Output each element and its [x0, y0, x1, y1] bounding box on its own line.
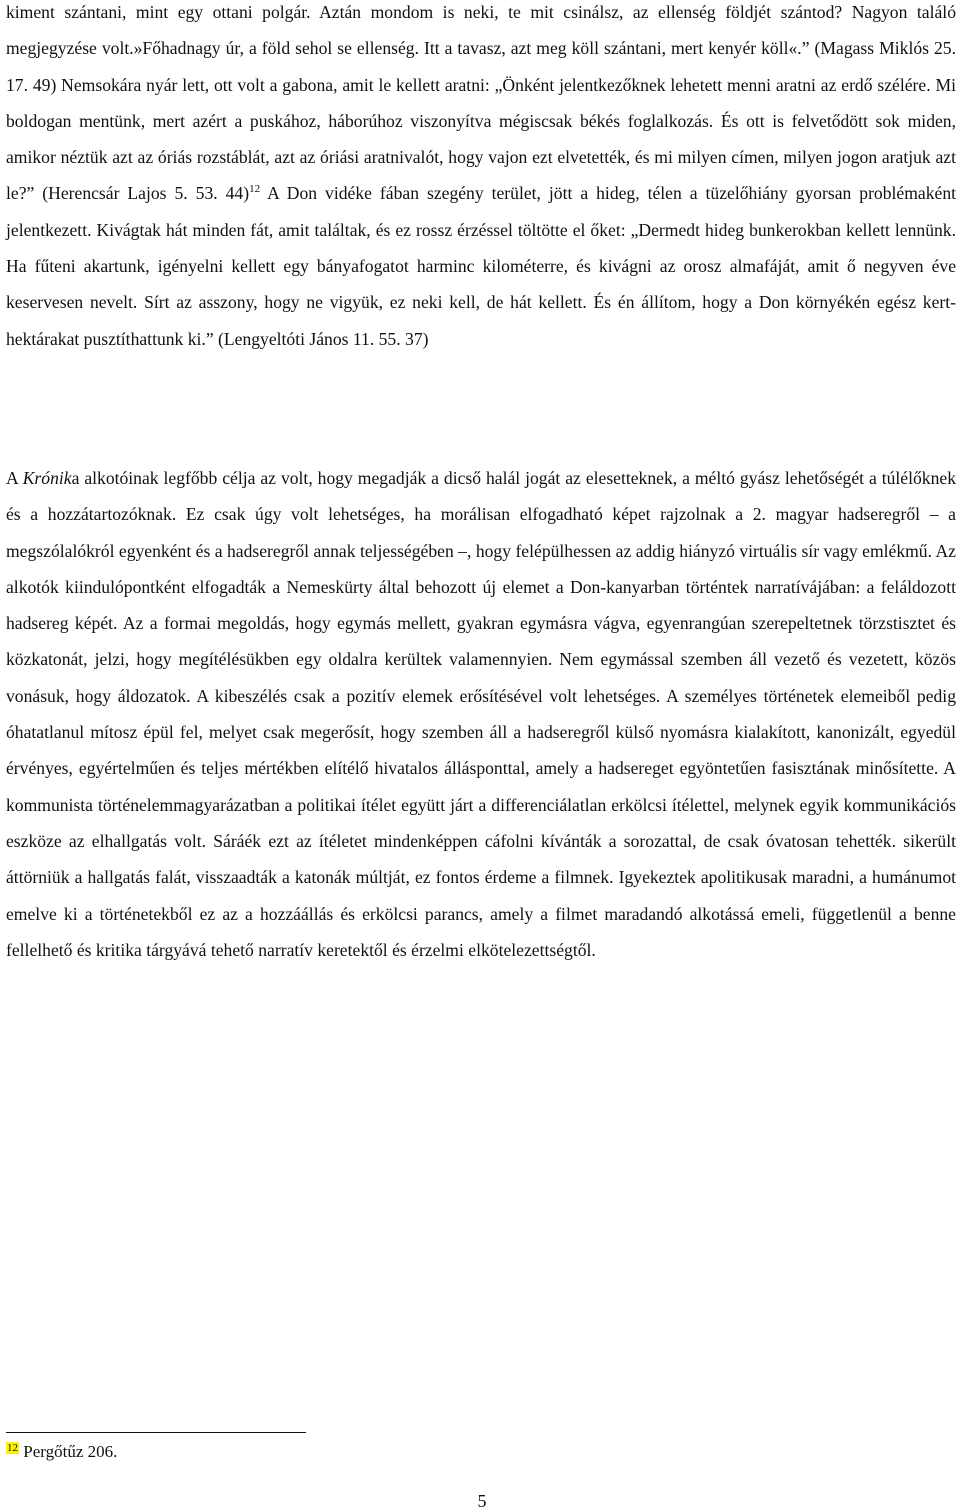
paragraph-1-text-b: A Don vidéke fában szegény terület, jött a hideg, télen a tüzelőhiány gyorsan problémaként jelentkezett. Kivágtak hát minden fát, amit találtak, és ez rossz érzéssel töltötte el őket: „Dermedt hideg bunkerokban kellett lennünk. Ha fűteni akartunk, igényelni kellett egy bányafogatot harminc kilométerre, és kivágni az orosz almafáját, amit ő negyven éve keservesen nevelt. Sírt az asszony, hogy ne vigyük, ez neki kell, de hát kellett. És én állítom, hogy a Don környékén egész kert-hektárakat pusztíthattunk ki.” (Lengyeltóti János 11. 55. 37) — [6, 183, 956, 349]
paragraph-2-lead: A — [6, 468, 23, 488]
footnote-reference-12[interactable]: 12 — [249, 183, 261, 196]
footnote-number[interactable]: 12 — [7, 1442, 18, 1454]
page-number: 5 — [477, 1491, 487, 1511]
body-paragraph-1 — [6, 0, 956, 357]
footnote-12 — [6, 1441, 117, 1463]
body-paragraph-2 — [6, 460, 956, 968]
footnote-text: Pergőtűz 206. — [19, 1442, 118, 1461]
kronika-title: Krónik — [22, 468, 72, 488]
paragraph-2-text: a alkotóinak legfőbb célja az volt, hogy megadják a dicső halál jogát az elesetteknek, a méltó gyász lehetőségét a túlélőknek és a hozzátartozóknak. Ez csak úgy volt lehetséges, ha morálisan elfogadható képet rajzolnak a 2. magyar hadseregről – a megszólalókról egyenként és a hadseregről annak teljességében –, hogy felépülhessen az addig hiányzó virtuális sír vagy emlékmű. Az alkotók kiindulópontként elfogadták a Nemeskürty által behozott új elemet a Don-kanyarban történtek narratívájában: a feláldozott hadsereg képét. Az a formai megoldás, hogy egymás mellett, gyakran egymásra vágva, egyenrangúan szerepeltetnek törzstisztet és közkatonát, jelzi, hogy megítélésükben egy oldalra kerültek valamennyien. Nem egymással szemben áll vezető és vezetett, közös vonásuk, hogy áldozatok. A kibeszélés csak a pozitív elemek erősítésével volt lehetséges. A személyes történetek elemeiből pedig óhatatlanul mítosz épül fel, melyet csak megerősít, hogy szemben áll a hadseregről külső nyomásra kialakított, kanonizált, egyedül érvényes, egyértelműen és teljes mértékben elítélő hivatalos állásponttal, amely a hadsereget egyöntetűen fasisztának minősítette. A kommunista történelemmagyarázatban a politikai ítélet együtt járt a differenciálatlan erkölcsi ítélettel, melynek egyik kommunikációs eszköze az elhallgatás volt. Sáráék ezt az ítéletet mindenképpen cáfolni kívánták a sorozattal, de csak óvatosan tehették. sikerült áttörniük a hallgatás falát, visszaadták a katonák múltját, ez fontos érdeme a filmnek. Igyekeztek apolitikusak maradni, a humánumot emelve ki a történetekből ez az a hozzáállás és erkölcsi parancs, amely a filmet maradandó alkotássá emeli, függetlenül a benne fellelhető és kritika tárgyává tehető narratív keretektől és érzelmi elkötelezettségtől. — [6, 468, 956, 960]
footnote-separator — [6, 1432, 306, 1433]
paragraph-1-text-a: kiment szántani, mint egy ottani polgár. Aztán mondom is neki, te mit csinálsz, az ellenség földjét szántod? Nagyon találó megjegyzése volt.»Főhadnagy úr, a föld sehol se ellenség. Itt a tavasz, azt meg köll szántani, mert kenyér köll«.” (Magass Miklós 25. 17. 49) Nemsokára nyár lett, ott volt a gabona, amit le kellett aratni: „Önként jelentkezőknek lehetett menni aratni az erdő szélére. Mi boldogan mentünk, mert azért a puskához, háborúhoz viszonyítva mégiscsak békés foglalkozás. És ott is felvetődött sok miden, amikor néztük azt az óriás rozstáblát, azt az óriási aratnivalót, hogy vajon ezt elvetették, és mi milyen címen, milyen jogon aratjuk azt le?” (Herencsár Lajos 5. 53. 44) — [6, 2, 956, 204]
